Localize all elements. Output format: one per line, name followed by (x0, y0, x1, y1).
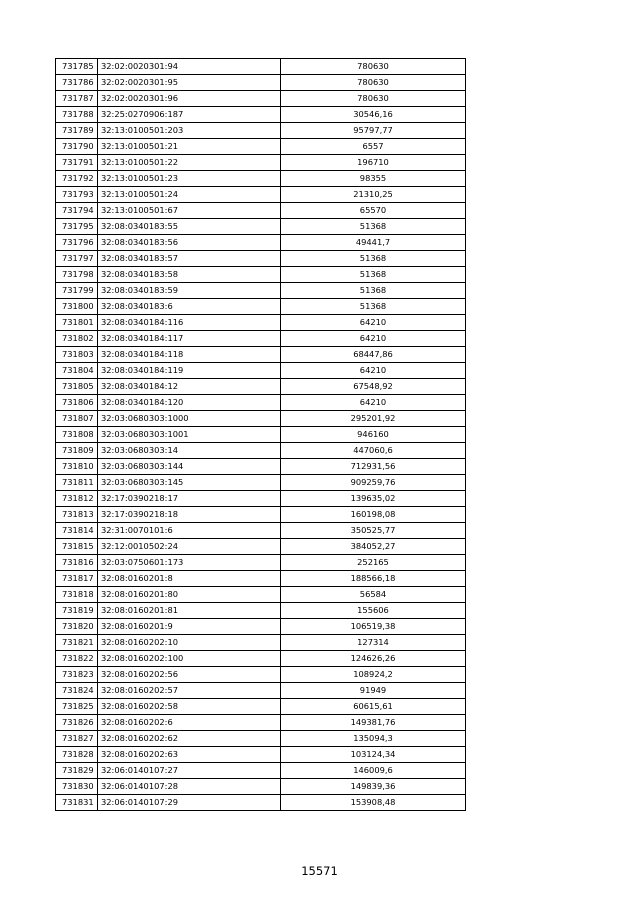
cadastral-number-cell: 32:03:0680303:145 (98, 475, 281, 491)
table-row (56, 747, 466, 763)
row-id-cell: 731811 (56, 475, 98, 491)
row-id-cell: 731790 (56, 139, 98, 155)
table-row (56, 475, 466, 491)
row-id-cell: 731789 (56, 123, 98, 139)
row-id-cell: 731797 (56, 251, 98, 267)
table-row (56, 203, 466, 219)
value-cell: 91949 (281, 683, 466, 699)
table-row (56, 635, 466, 651)
row-id-cell: 731822 (56, 651, 98, 667)
value-cell: 67548,92 (281, 379, 466, 395)
value-cell: 64210 (281, 331, 466, 347)
row-id-cell: 731827 (56, 731, 98, 747)
row-id-cell: 731810 (56, 459, 98, 475)
cadastral-number-cell: 32:08:0340183:56 (98, 235, 281, 251)
cadastral-number-cell: 32:08:0340183:55 (98, 219, 281, 235)
cadastral-number-cell: 32:31:0070101:6 (98, 523, 281, 539)
cadastral-number-cell: 32:02:0020301:96 (98, 91, 281, 107)
table-row (56, 715, 466, 731)
table-row (56, 619, 466, 635)
table-row (56, 155, 466, 171)
value-cell: 946160 (281, 427, 466, 443)
cadastral-number-cell: 32:03:0750601:173 (98, 555, 281, 571)
value-cell: 124626,26 (281, 651, 466, 667)
cadastral-number-cell: 32:17:0390218:18 (98, 507, 281, 523)
table-row (56, 139, 466, 155)
table-row (56, 91, 466, 107)
row-id-cell: 731786 (56, 75, 98, 91)
table-row (56, 283, 466, 299)
value-cell: 108924,2 (281, 667, 466, 683)
table-row (56, 523, 466, 539)
value-cell: 155606 (281, 603, 466, 619)
table-row (56, 411, 466, 427)
table-row (56, 459, 466, 475)
value-cell: 384052,27 (281, 539, 466, 555)
cadastral-number-cell: 32:08:0340183:57 (98, 251, 281, 267)
row-id-cell: 731794 (56, 203, 98, 219)
table-row (56, 75, 466, 91)
cadastral-number-cell: 32:08:0340184:119 (98, 363, 281, 379)
value-cell: 153908,48 (281, 795, 466, 811)
cadastral-number-cell: 32:25:0270906:187 (98, 107, 281, 123)
table-row (56, 667, 466, 683)
row-id-cell: 731788 (56, 107, 98, 123)
table-row (56, 491, 466, 507)
row-id-cell: 731820 (56, 619, 98, 635)
row-id-cell: 731826 (56, 715, 98, 731)
row-id-cell: 731814 (56, 523, 98, 539)
table-row (56, 315, 466, 331)
table-row (56, 395, 466, 411)
table-row (56, 651, 466, 667)
value-cell: 51368 (281, 251, 466, 267)
cadastral-number-cell: 32:08:0160202:10 (98, 635, 281, 651)
table-row (56, 299, 466, 315)
cadastral-number-cell: 32:03:0680303:14 (98, 443, 281, 459)
cadastral-number-cell: 32:08:0160202:58 (98, 699, 281, 715)
table-row (56, 539, 466, 555)
cadastral-number-cell: 32:08:0340183:58 (98, 267, 281, 283)
value-cell: 149381,76 (281, 715, 466, 731)
row-id-cell: 731817 (56, 571, 98, 587)
cadastral-number-cell: 32:08:0340184:120 (98, 395, 281, 411)
value-cell: 64210 (281, 315, 466, 331)
row-id-cell: 731828 (56, 747, 98, 763)
row-id-cell: 731805 (56, 379, 98, 395)
table-row (56, 331, 466, 347)
table-row (56, 219, 466, 235)
cadastral-number-cell: 32:13:0100501:22 (98, 155, 281, 171)
table-row (56, 235, 466, 251)
cadastral-number-cell: 32:17:0390218:17 (98, 491, 281, 507)
cadastral-number-cell: 32:08:0160201:8 (98, 571, 281, 587)
table-row (56, 107, 466, 123)
value-cell: 295201,92 (281, 411, 466, 427)
row-id-cell: 731793 (56, 187, 98, 203)
cadastral-number-cell: 32:08:0340184:116 (98, 315, 281, 331)
value-cell: 780630 (281, 59, 466, 75)
row-id-cell: 731819 (56, 603, 98, 619)
row-id-cell: 731785 (56, 59, 98, 75)
row-id-cell: 731818 (56, 587, 98, 603)
value-cell: 64210 (281, 395, 466, 411)
row-id-cell: 731824 (56, 683, 98, 699)
value-cell: 146009,6 (281, 763, 466, 779)
cadastral-number-cell: 32:06:0140107:27 (98, 763, 281, 779)
table-row (56, 683, 466, 699)
value-cell: 51368 (281, 267, 466, 283)
cadastral-number-cell: 32:02:0020301:94 (98, 59, 281, 75)
table-row (56, 59, 466, 75)
row-id-cell: 731808 (56, 427, 98, 443)
row-id-cell: 731802 (56, 331, 98, 347)
row-id-cell: 731792 (56, 171, 98, 187)
row-id-cell: 731799 (56, 283, 98, 299)
row-id-cell: 731823 (56, 667, 98, 683)
row-id-cell: 731798 (56, 267, 98, 283)
value-cell: 68447,86 (281, 347, 466, 363)
table-row (56, 443, 466, 459)
cadastral-number-cell: 32:08:0160201:9 (98, 619, 281, 635)
table-row (56, 347, 466, 363)
value-cell: 909259,76 (281, 475, 466, 491)
row-id-cell: 731801 (56, 315, 98, 331)
row-id-cell: 731800 (56, 299, 98, 315)
cadastral-number-cell: 32:13:0100501:23 (98, 171, 281, 187)
cadastral-number-cell: 32:08:0160202:62 (98, 731, 281, 747)
value-cell: 252165 (281, 555, 466, 571)
cadastral-number-cell: 32:08:0340184:118 (98, 347, 281, 363)
value-cell: 6557 (281, 139, 466, 155)
value-cell: 64210 (281, 363, 466, 379)
value-cell: 350525,77 (281, 523, 466, 539)
cadastral-number-cell: 32:03:0680303:144 (98, 459, 281, 475)
row-id-cell: 731796 (56, 235, 98, 251)
value-cell: 160198,08 (281, 507, 466, 523)
row-id-cell: 731791 (56, 155, 98, 171)
value-cell: 56584 (281, 587, 466, 603)
value-cell: 30546,16 (281, 107, 466, 123)
row-id-cell: 731806 (56, 395, 98, 411)
row-id-cell: 731831 (56, 795, 98, 811)
value-cell: 780630 (281, 75, 466, 91)
value-cell: 712931,56 (281, 459, 466, 475)
row-id-cell: 731815 (56, 539, 98, 555)
value-cell: 127314 (281, 635, 466, 651)
table-row (56, 379, 466, 395)
cadastral-number-cell: 32:13:0100501:24 (98, 187, 281, 203)
value-cell: 149839,36 (281, 779, 466, 795)
table-row (56, 171, 466, 187)
row-id-cell: 731795 (56, 219, 98, 235)
table-row (56, 763, 466, 779)
page-number: 15571 (301, 864, 338, 878)
cadastral-number-cell: 32:13:0100501:203 (98, 123, 281, 139)
table-row (56, 427, 466, 443)
value-cell: 65570 (281, 203, 466, 219)
cadastral-number-cell: 32:08:0340184:117 (98, 331, 281, 347)
table-row (56, 795, 466, 811)
cadastral-number-cell: 32:08:0160202:6 (98, 715, 281, 731)
value-cell: 60615,61 (281, 699, 466, 715)
table-row (56, 123, 466, 139)
row-id-cell: 731803 (56, 347, 98, 363)
value-cell: 135094,3 (281, 731, 466, 747)
table-row (56, 507, 466, 523)
row-id-cell: 731812 (56, 491, 98, 507)
row-id-cell: 731804 (56, 363, 98, 379)
row-id-cell: 731829 (56, 763, 98, 779)
row-id-cell: 731825 (56, 699, 98, 715)
value-cell: 188566,18 (281, 571, 466, 587)
value-cell: 196710 (281, 155, 466, 171)
table-row (56, 587, 466, 603)
cadastral-number-cell: 32:08:0160201:80 (98, 587, 281, 603)
value-cell: 447060,6 (281, 443, 466, 459)
table-row (56, 731, 466, 747)
value-cell: 51368 (281, 219, 466, 235)
cadastral-number-cell: 32:08:0340183:59 (98, 283, 281, 299)
table-row (56, 571, 466, 587)
cadastral-number-cell: 32:03:0680303:1000 (98, 411, 281, 427)
table-row (56, 267, 466, 283)
table-row (56, 251, 466, 267)
cadastral-number-cell: 32:02:0020301:95 (98, 75, 281, 91)
cadastral-number-cell: 32:08:0160201:81 (98, 603, 281, 619)
table-row (56, 363, 466, 379)
value-cell: 49441,7 (281, 235, 466, 251)
value-cell: 51368 (281, 283, 466, 299)
table-row (56, 779, 466, 795)
row-id-cell: 731807 (56, 411, 98, 427)
row-id-cell: 731813 (56, 507, 98, 523)
table-row (56, 555, 466, 571)
cadastral-number-cell: 32:08:0160202:57 (98, 683, 281, 699)
value-cell: 98355 (281, 171, 466, 187)
row-id-cell: 731830 (56, 779, 98, 795)
cadastral-number-cell: 32:08:0160202:63 (98, 747, 281, 763)
row-id-cell: 731787 (56, 91, 98, 107)
row-id-cell: 731816 (56, 555, 98, 571)
cadastral-number-cell: 32:13:0100501:67 (98, 203, 281, 219)
value-cell: 780630 (281, 91, 466, 107)
cadastral-number-cell: 32:06:0140107:29 (98, 795, 281, 811)
row-id-cell: 731821 (56, 635, 98, 651)
value-cell: 21310,25 (281, 187, 466, 203)
cadastral-number-cell: 32:08:0160202:100 (98, 651, 281, 667)
cadastral-number-cell: 32:13:0100501:21 (98, 139, 281, 155)
table-row (56, 187, 466, 203)
row-id-cell: 731809 (56, 443, 98, 459)
table-row (56, 699, 466, 715)
value-cell: 139635,02 (281, 491, 466, 507)
value-cell: 103124,34 (281, 747, 466, 763)
cadastral-number-cell: 32:03:0680303:1001 (98, 427, 281, 443)
cadastral-number-cell: 32:08:0160202:56 (98, 667, 281, 683)
cadastral-number-cell: 32:08:0340184:12 (98, 379, 281, 395)
cadastral-number-cell: 32:06:0140107:28 (98, 779, 281, 795)
value-cell: 95797,77 (281, 123, 466, 139)
cadastral-number-cell: 32:08:0340183:6 (98, 299, 281, 315)
value-cell: 106519,38 (281, 619, 466, 635)
table-row (56, 603, 466, 619)
table-body (56, 59, 466, 811)
cadastral-value-table (55, 58, 466, 811)
cadastral-number-cell: 32:12:0010502:24 (98, 539, 281, 555)
value-cell: 51368 (281, 299, 466, 315)
